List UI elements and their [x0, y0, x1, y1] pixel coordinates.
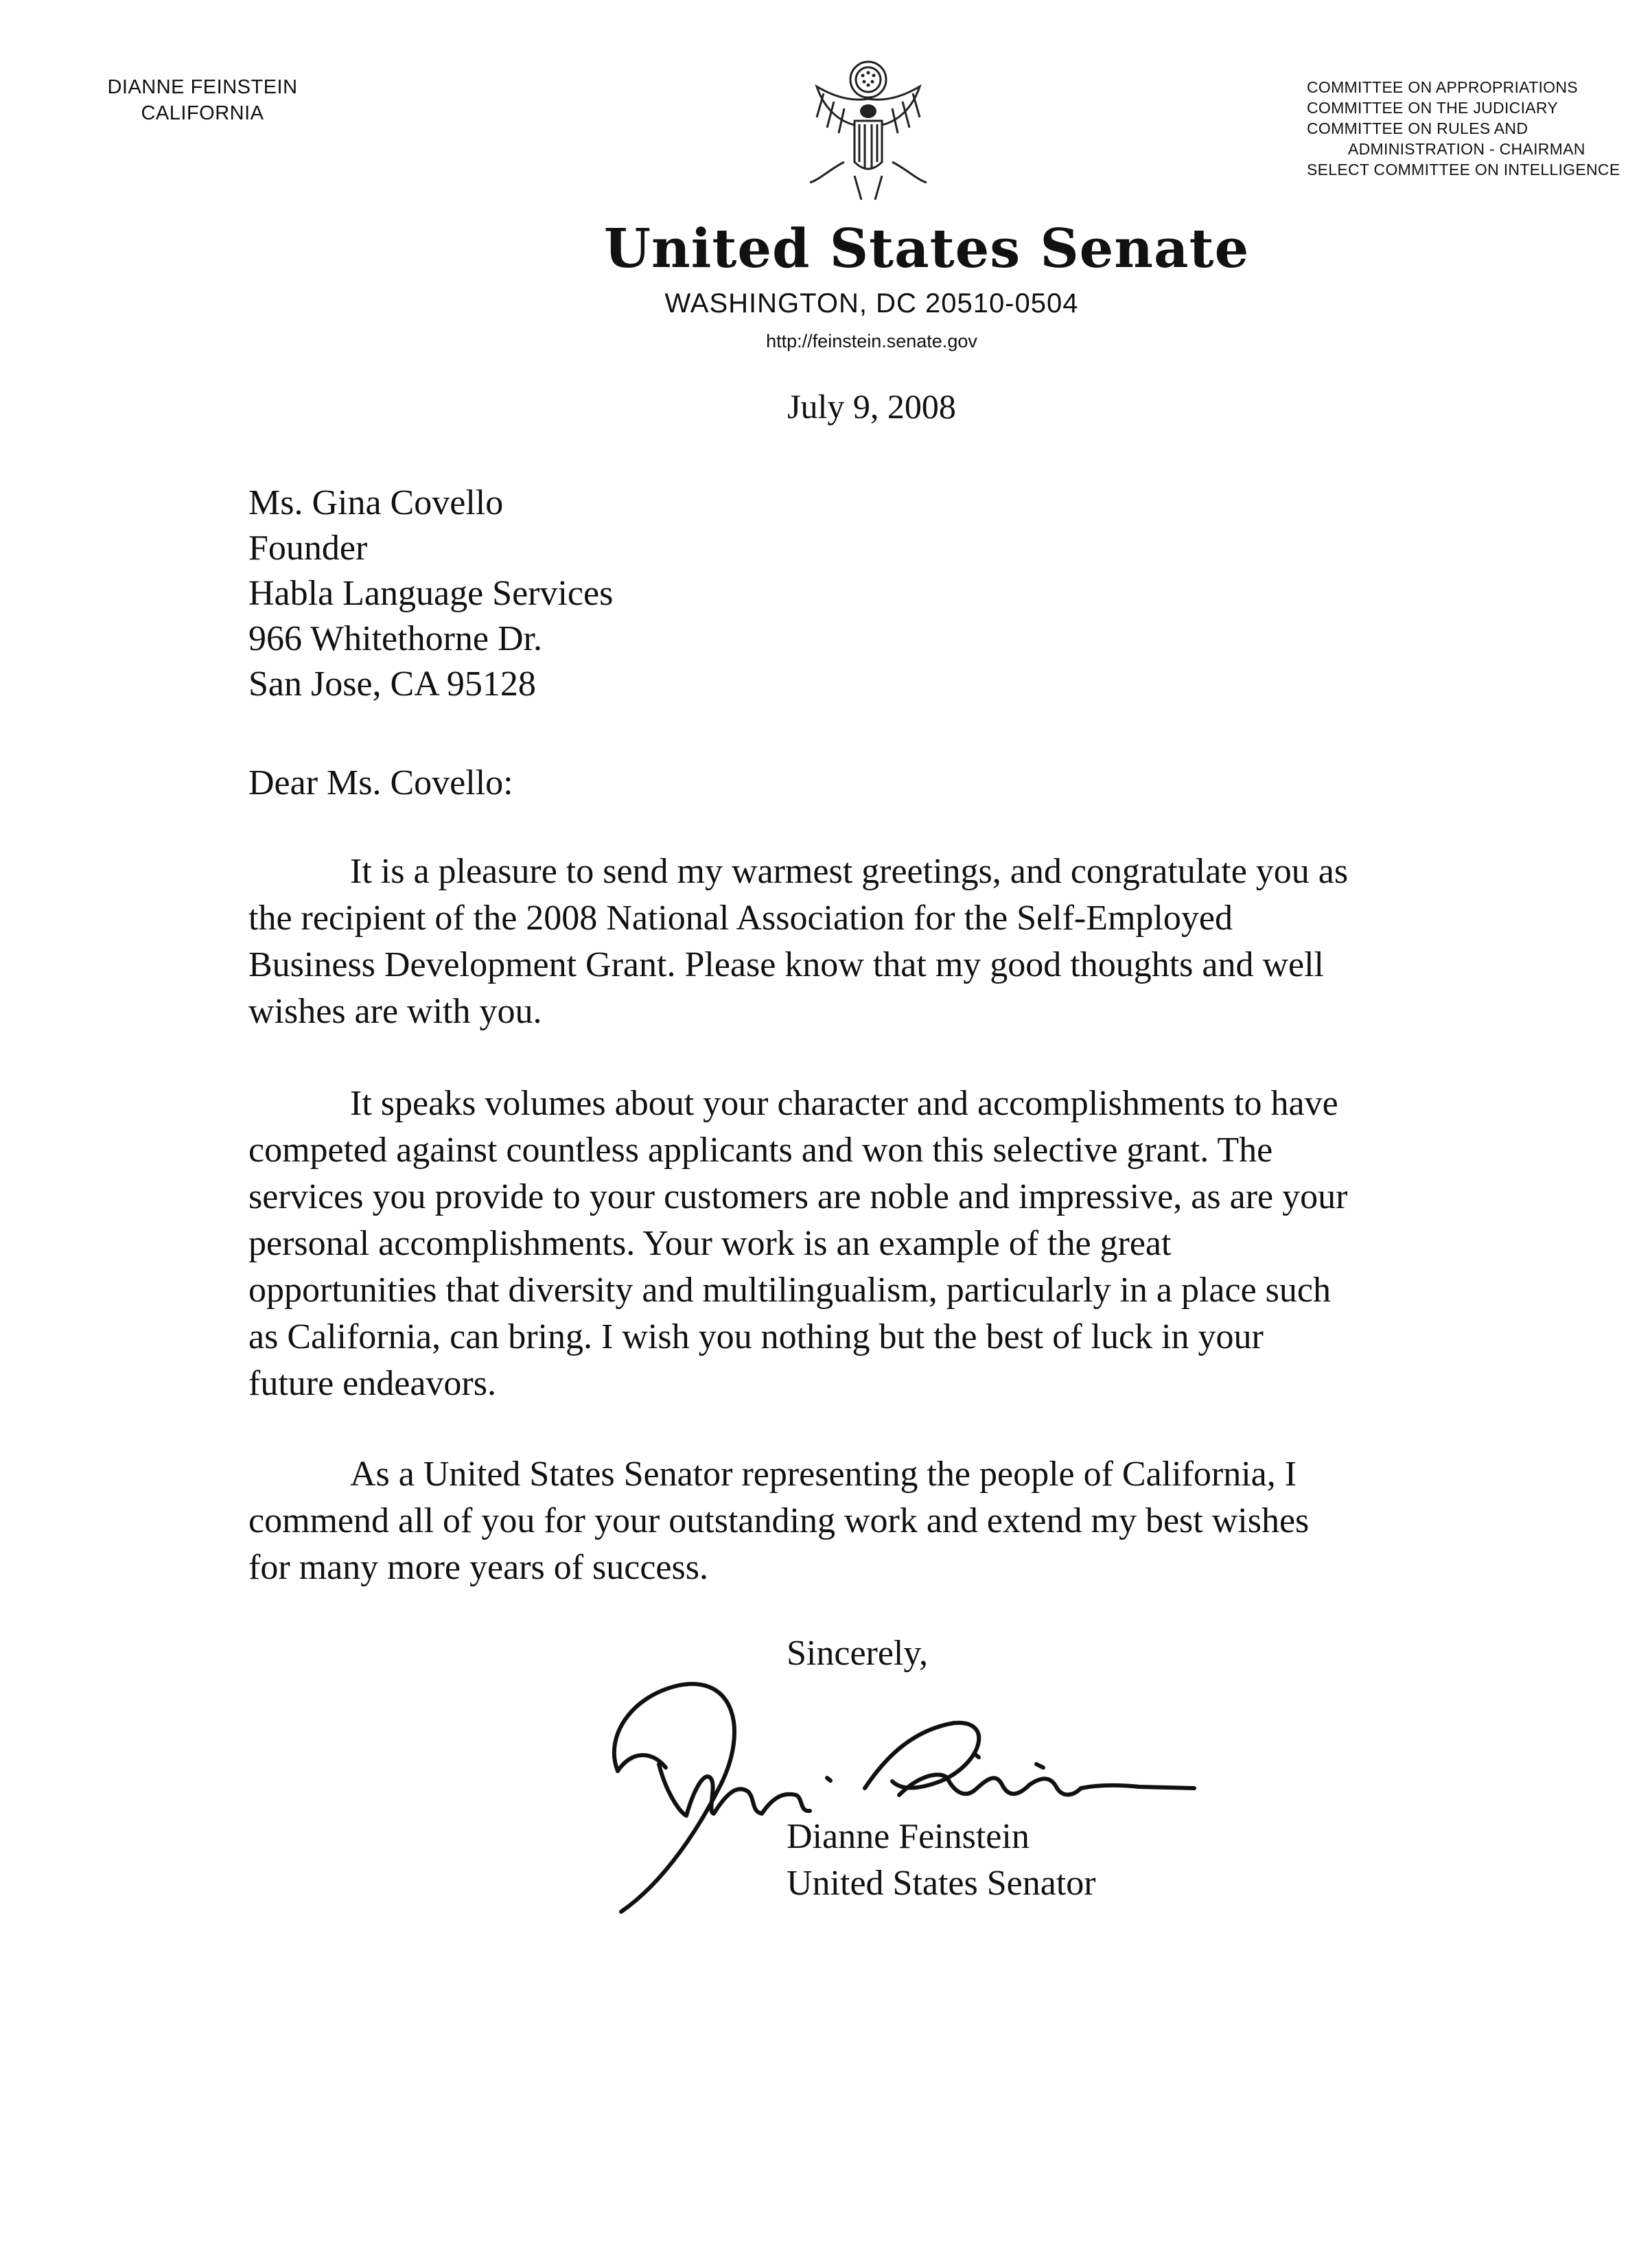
body-paragraph: [248, 1080, 1525, 1407]
signer-name: Dianne Feinstein: [787, 1817, 1030, 1856]
paragraph-line: for many more years of success.: [248, 1548, 708, 1587]
closing: Sincerely,: [787, 1634, 928, 1673]
paragraph-line: As a United States Senator representing the people of California, I: [350, 1455, 1297, 1494]
address-line: San Jose, CA 95128: [248, 664, 536, 704]
paragraph-line: as California, can bring. I wish you nothing but the best of luck in your: [248, 1317, 1264, 1356]
salutation: Dear Ms. Covello:: [248, 763, 513, 802]
address-line: 966 Whitethorne Dr.: [248, 619, 542, 658]
committee-item: SELECT COMMITTEE ON INTELLIGENCE: [1307, 161, 1620, 178]
committee-item: COMMITTEE ON RULES AND: [1307, 119, 1528, 137]
letter-date: July 9, 2008: [787, 387, 956, 426]
website-url: http://feinstein.senate.gov: [766, 331, 977, 351]
paragraph-line: services you provide to your customers are noble and impressive, as are your: [248, 1177, 1348, 1216]
address-line: Founder: [248, 529, 368, 568]
sender-state: CALIFORNIA: [141, 102, 264, 124]
signer-title: United States Senator: [787, 1864, 1096, 1903]
committee-item: ADMINISTRATION - CHAIRMAN: [1348, 140, 1585, 158]
paragraph-line: wishes are with you.: [248, 992, 542, 1031]
paragraph-line: It is a pleasure to send my warmest greetings, and congratulate you as: [350, 852, 1349, 891]
paragraph-line: commend all of you for your outstanding work and extend my best wishes: [248, 1501, 1310, 1540]
address-line: Ms. Gina Covello: [248, 483, 504, 522]
sender-block: [89, 74, 316, 126]
institution-title: United States Senate: [604, 218, 1250, 280]
body-paragraph: [248, 1451, 1525, 1591]
paragraph-line: the recipient of the 2008 National Association for the Self-Employed: [248, 899, 1233, 938]
paragraph-line: Business Development Grant. Please know that my good thoughts and well: [248, 945, 1325, 984]
address-line: Habla Language Services: [248, 574, 614, 613]
sender-name: DIANNE FEINSTEIN: [107, 76, 298, 98]
recipient-address: [248, 481, 613, 707]
paragraph-line: It speaks volumes about your character and accomplishments to have: [350, 1084, 1338, 1123]
great-seal-eagle-icon: [796, 59, 940, 213]
committee-list: [1307, 77, 1620, 180]
signer-block: [787, 1814, 1096, 1907]
body-paragraph: [248, 848, 1525, 1035]
paragraph-line: future endeavors.: [248, 1364, 496, 1403]
committee-item: COMMITTEE ON THE JUDICIARY: [1307, 99, 1559, 117]
city-line: WASHINGTON, DC 20510-0504: [664, 288, 1079, 319]
paragraph-line: personal accomplishments. Your work is an example of the great: [248, 1224, 1172, 1263]
paragraph-line: competed against countless applicants and won this selective grant. The: [248, 1131, 1273, 1170]
committee-item: COMMITTEE ON APPROPRIATIONS: [1307, 78, 1578, 96]
paragraph-line: opportunities that diversity and multilingualism, particularly in a place such: [248, 1271, 1331, 1310]
